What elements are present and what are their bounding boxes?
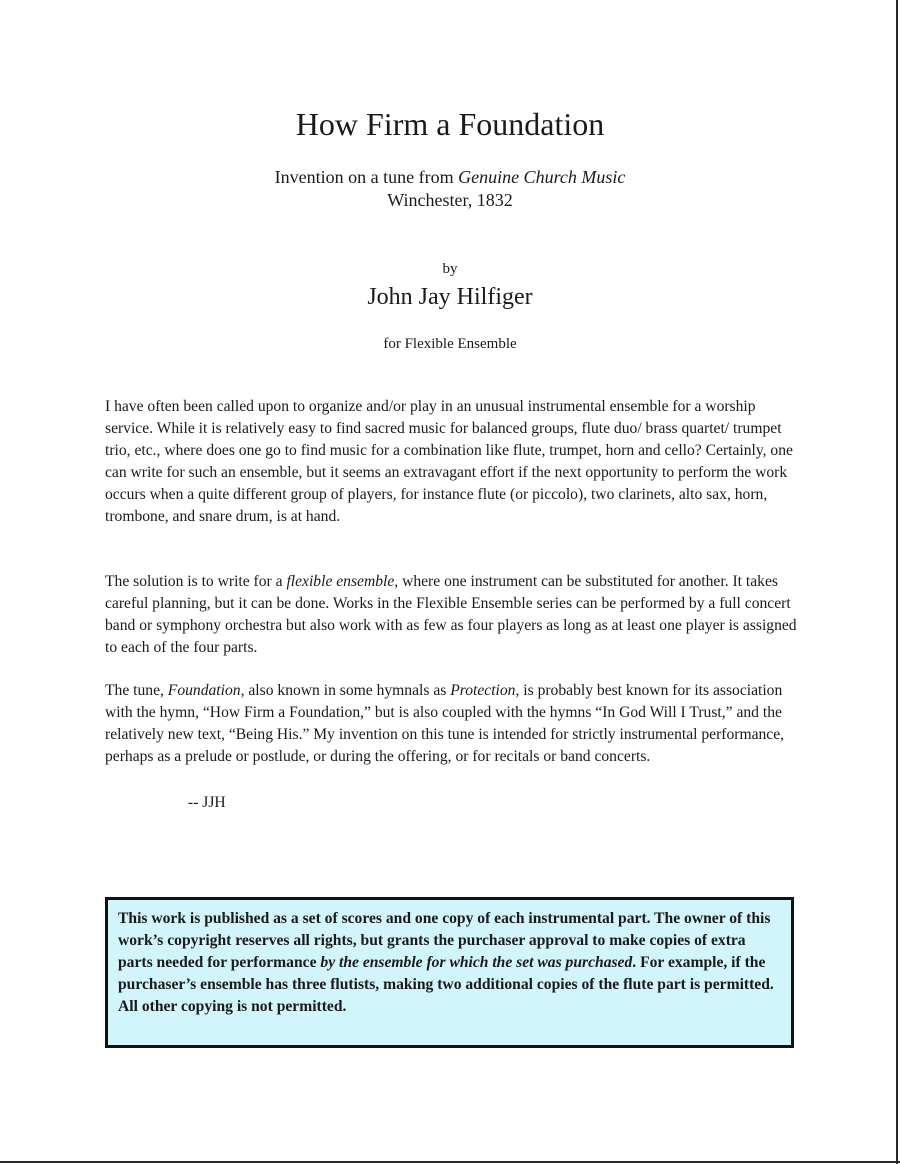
page-border-right — [896, 0, 898, 1164]
page-border-bottom — [0, 1161, 900, 1163]
by-label: by — [442, 261, 458, 277]
subtitle-line-1 — [0, 166, 900, 189]
composer-name: John Jay Hilfiger — [367, 284, 533, 310]
tune-text-a: The tune, — [105, 682, 168, 699]
subtitle-line-2: Winchester, 1832 — [387, 190, 513, 210]
notice-text-b: . For example, if the purchaser’s ensemble has three flutists, making two additional copies of the flute part is permitted. All other copying is not permitted. — [118, 954, 774, 1015]
notice-text-a: This work is published as a set of scores and one copy of each instrumental part. The owner of this work’s copyright reserves all rights, but grants the purchaser approval to make copies of extra parts needed for performance — [118, 910, 771, 971]
tune-text-b: , also known in some hymnals as — [240, 682, 451, 699]
notice-emphasis: by the ensemble for which the set was purchased — [320, 954, 633, 971]
copyright-notice-box — [105, 897, 794, 1048]
solution-text-a: The solution is to write for a — [105, 573, 287, 590]
solution-text-b: , where one instrument can be substituted for another. It takes careful planning, but it can be done. Works in the Flexible Ensemble series can be performed by a full concert band or symphony orchestra but also work with as few as four players as long as at least one player is assigned to each of the four parts. — [105, 573, 797, 656]
solution-emphasis: flexible ensemble — [286, 573, 395, 590]
intro-paragraph: I have often been called upon to organize and/or play in an unusual instrumental ensemble for a worship service. While it is relatively easy to find sacred music for balanced groups, flute duo/ brass quartet/ trumpet trio, etc., where does one go to find music for a combination like flute, trumpet, horn and cello? Certainly, one can write for such an ensemble, but it seems an extravagant effort if the next opportunity to perform the work occurs when a quite different group of players, for instance flute (or piccolo), two clarinets, alto sax, horn, trombone, and snare drum, is at hand. — [105, 398, 793, 525]
subtitle-source: Genuine Church Music — [458, 167, 626, 187]
ensemble-label: for Flexible Ensemble — [383, 336, 517, 352]
copyright-notice-text — [118, 908, 781, 1018]
tune-text-c: , is probably best known for its association with the hymn, “How Firm a Foundation,” but is also coupled with the hymns “In God Will I Trust,” and the relatively new text, “Being His.” My invention on this tune is intended for strictly instrumental performance, perhaps as a prelude or postlude, or during the offering, or for recitals or band concerts. — [105, 682, 785, 765]
subtitle — [0, 166, 900, 212]
subtitle-prefix: Invention on a tune from — [274, 167, 459, 187]
page-title: How Firm a Foundation — [295, 106, 605, 142]
tune-name-foundation: Foundation — [167, 682, 241, 699]
signature: -- JJH — [188, 794, 226, 811]
tune-paragraph — [105, 680, 805, 768]
tune-name-protection: Protection — [450, 682, 516, 699]
solution-paragraph — [105, 571, 805, 659]
